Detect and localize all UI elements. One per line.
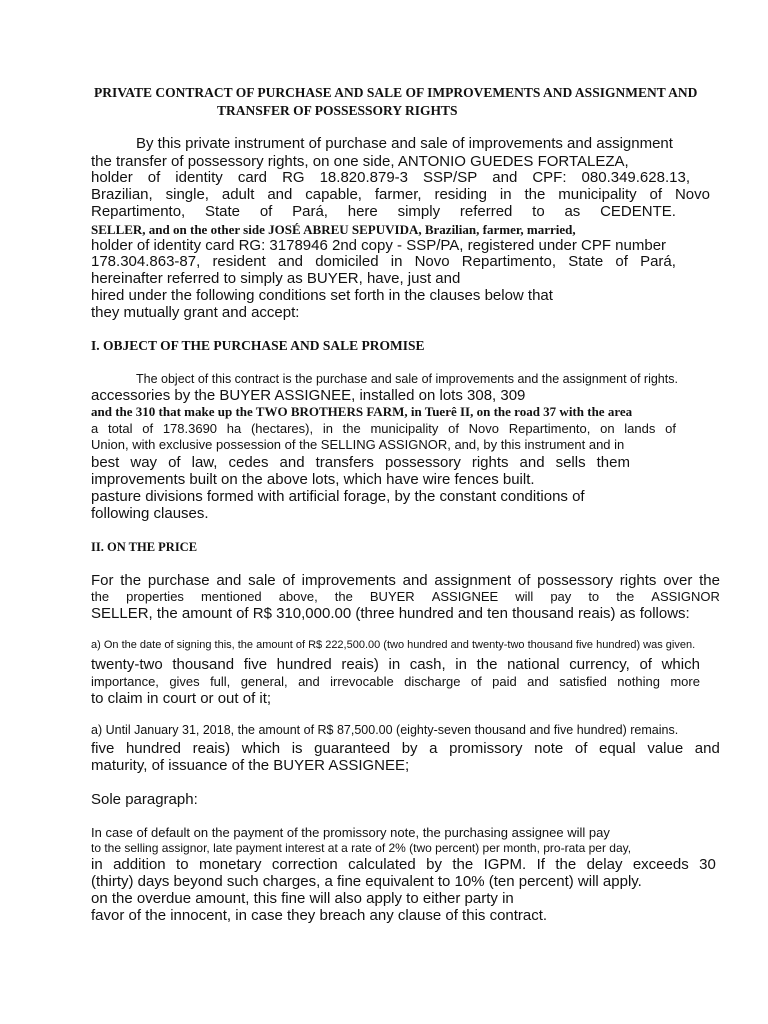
word: Pará, (292, 203, 328, 220)
word: irrevocable (330, 674, 394, 689)
word: delay (586, 856, 623, 873)
word: cedes (228, 454, 269, 471)
word: farmer, (374, 186, 422, 203)
word: and (694, 740, 720, 757)
word: satisfied (559, 674, 607, 689)
word: State (205, 203, 241, 220)
word: holder (91, 169, 133, 186)
word: which (661, 656, 700, 673)
word: calculated (348, 856, 416, 873)
word: law, (191, 454, 218, 471)
word: of (574, 740, 588, 757)
sole-paragraph-line-6: favor of the innocent, in case they breach any clause of this contract. (91, 907, 548, 924)
word: of (649, 186, 663, 203)
word: (hectares), (250, 421, 314, 436)
word: thousand (172, 656, 235, 673)
word: by (426, 856, 442, 873)
section-2-line-2 (91, 588, 720, 605)
word: Novo (414, 253, 450, 270)
word: 178.304.863-87, (91, 253, 201, 270)
word: possessory (537, 572, 613, 589)
word: and (216, 572, 242, 589)
word: addition (113, 856, 166, 873)
word: properties (126, 589, 184, 604)
intro-line-2: the transfer of possessory rights, on one side, ANTONIO GUEDES FORTALEZA, (91, 153, 629, 170)
word: hundred (125, 740, 182, 757)
intro-line-11: they mutually grant and accept: (91, 304, 300, 321)
word: reais) (341, 656, 379, 673)
word: nothing (617, 674, 660, 689)
sole-paragraph-line-1: In case of default on the payment of the promissory note, the purchasing assignee will pay (91, 825, 610, 840)
item-a-second-line-1: a) Until January 31, 2018, the amount of R$ 87,500.00 (eighty-seven thousand and five hundred) remains. (91, 723, 679, 737)
word: exceeds (632, 856, 689, 873)
word: rights (471, 454, 509, 471)
word: the (334, 589, 353, 604)
word: hundred (276, 656, 332, 673)
word: resident (212, 253, 266, 270)
word: adult (221, 186, 255, 203)
intro-line-8 (91, 253, 676, 270)
word: the (616, 589, 635, 604)
word: above, (278, 589, 318, 604)
word: of (665, 421, 676, 436)
word: For (91, 572, 114, 589)
section-1-line-5: Union, with exclusive possession of the SELLING ASSIGNOR, and, by this instrument and in (91, 437, 625, 452)
sole-paragraph-line-5: on the overdue amount, this fine will also apply to either party in (91, 890, 514, 907)
word: of (259, 203, 273, 220)
word: over (663, 572, 693, 589)
word: identity (175, 169, 223, 186)
word: purchase (147, 572, 210, 589)
word: in (499, 186, 512, 203)
word: RG (282, 169, 305, 186)
word: national (507, 656, 560, 673)
section-1-line-3: and the 310 that make up the TWO BROTHERS FARM, in Tuerê II, on the road 37 with the area (91, 404, 633, 419)
word: of (142, 421, 154, 436)
word: full, (210, 674, 231, 689)
word: the (555, 856, 577, 873)
word: the (342, 421, 361, 436)
section-2-line-3: SELLER, the amount of R$ 310,000.00 (three hundred and ten thousand reais) as follows: (91, 605, 690, 622)
word: of (517, 572, 531, 589)
word: five (91, 740, 115, 757)
word: domiciled (315, 253, 379, 270)
word: the (524, 186, 546, 203)
word: If (536, 856, 545, 873)
word: IGPM. (483, 856, 527, 873)
word: by (401, 740, 418, 757)
word: ASSIGNEE (431, 589, 499, 604)
word: and (519, 454, 545, 471)
intro-line-10: hired under the following conditions set forth in the clauses below that (91, 287, 553, 304)
section-1-line-1: The object of this contract is the purchase and sale of improvements and the assignment of rights. (136, 372, 678, 386)
word: twenty-two (91, 656, 163, 673)
word: Novo (674, 186, 710, 203)
word: the (120, 572, 142, 589)
word: transfers (315, 454, 374, 471)
word: general, (240, 674, 288, 689)
section-1-line-8: pasture divisions formed with artificial forage, by the constant conditions of (91, 488, 585, 505)
word: ha (226, 421, 242, 436)
word: possessory (384, 454, 461, 471)
item-a-second-line-3: maturity, of issuance of the BUYER ASSIGNEE; (91, 757, 410, 774)
word: 178.3690 (162, 421, 218, 436)
contract-title-line-2: TRANSFER OF POSSESSORY RIGHTS (217, 103, 458, 118)
word: capable, (305, 186, 362, 203)
word: as (564, 203, 581, 220)
intro-line-7: holder of identity card RG: 3178946 2nd copy - SSP/PA, registered under CPF number (91, 237, 667, 254)
word: a (91, 421, 99, 436)
word: of (147, 169, 161, 186)
word: the (476, 656, 498, 673)
section-1-line-7: improvements built on the above lots, which have wire fences built. (91, 471, 535, 488)
sole-paragraph-line-2: to the selling assignor, late payment interest at a rate of 2% (two percent) per month, pro-rata per day, (91, 841, 632, 855)
word: CEDENTE. (600, 203, 676, 220)
word: Brazilian, (91, 186, 153, 203)
word: correction (271, 856, 338, 873)
word: BUYER (369, 589, 415, 604)
word: here (347, 203, 378, 220)
section-2-heading: II. ON THE PRICE (91, 540, 198, 554)
word: single, (165, 186, 209, 203)
word: CPF: (532, 169, 567, 186)
word: to (176, 856, 189, 873)
word: the (699, 572, 720, 589)
word: simply (397, 203, 441, 220)
section-2-line-1 (91, 572, 720, 589)
word: and (527, 674, 549, 689)
word: referred (459, 203, 513, 220)
word: currency, (569, 656, 630, 673)
item-a-first-line-1: a) On the date of signing this, the amount of R$ 222,500.00 (two hundred and twenty-two thousand five hundred) was given. (91, 639, 696, 651)
word: will (515, 589, 534, 604)
word: of (615, 253, 628, 270)
word: total (107, 421, 133, 436)
item-a-first-line-2 (91, 656, 700, 673)
item-a-second-line-2 (91, 740, 720, 757)
intro-line-4 (91, 186, 710, 203)
word: discharge (404, 674, 461, 689)
word: the (452, 856, 474, 873)
word: gives (169, 674, 200, 689)
word: five (243, 656, 268, 673)
word: lands (624, 421, 656, 436)
word: sells (555, 454, 586, 471)
word: and (492, 169, 518, 186)
word: and (277, 253, 304, 270)
word: card (237, 169, 268, 186)
intro-line-1: By this private instrument of purchase and sale of improvements and assignment (136, 135, 673, 152)
word: reais) (192, 740, 231, 757)
word: of (168, 454, 181, 471)
word: 080.349.628.13, (581, 169, 690, 186)
contract-title-line-1: PRIVATE CONTRACT OF PURCHASE AND SALE OF IMPROVEMENTS AND ASSIGNMENT AND (94, 85, 698, 100)
word: residing (434, 186, 487, 203)
word: of (639, 656, 652, 673)
word: and (298, 674, 320, 689)
word: guaranteed (314, 740, 391, 757)
word: pay (550, 589, 572, 604)
word: the (91, 589, 110, 604)
word: them (596, 454, 630, 471)
word: best (91, 454, 120, 471)
word: which (241, 740, 281, 757)
word: a (429, 740, 438, 757)
word: Repartimento, (461, 253, 557, 270)
word: Repartimento, (508, 421, 591, 436)
item-a-first-line-4: to claim in court or out of it; (91, 690, 272, 707)
word: note (534, 740, 564, 757)
word: 18.820.879-3 (319, 169, 409, 186)
word: sale (248, 572, 276, 589)
word: in (388, 656, 401, 673)
word: rights (619, 572, 657, 589)
word: cash, (409, 656, 446, 673)
word: Repartimento, (91, 203, 186, 220)
word: in (455, 656, 467, 673)
section-1-line-9: following clauses. (91, 505, 209, 522)
word: to (532, 203, 545, 220)
word: of (448, 421, 459, 436)
word: mentioned (200, 589, 262, 604)
word: improvements (301, 572, 396, 589)
section-1-line-6 (91, 454, 630, 471)
word: equal (599, 740, 636, 757)
word: is (291, 740, 303, 757)
word: and (402, 572, 428, 589)
word: to (588, 589, 600, 604)
word: assignment (434, 572, 512, 589)
word: Pará, (640, 253, 676, 270)
section-1-heading: I. OBJECT OF THE PURCHASE AND SALE PROMISE (91, 338, 425, 353)
word: SSP/SP (423, 169, 478, 186)
word: in (390, 253, 403, 270)
word: municipality (370, 421, 439, 436)
word: State (568, 253, 604, 270)
intro-line-9: hereinafter referred to simply as BUYER, have, just and (91, 270, 461, 287)
word: in (91, 856, 103, 873)
word: promissory (449, 740, 523, 757)
word: value (647, 740, 684, 757)
word: more (670, 674, 700, 689)
intro-line-5 (91, 203, 676, 220)
item-a-first-line-3 (91, 673, 700, 690)
intro-line-6: SELLER, and on the other side JOSÉ ABREU SEPUVIDA, Brazilian, farmer, married, (91, 222, 576, 237)
sole-paragraph-line-3 (91, 856, 716, 873)
sole-paragraph-label: Sole paragraph: (91, 791, 198, 808)
word: of (470, 674, 482, 689)
word: importance, (91, 674, 159, 689)
word: of (282, 572, 295, 589)
intro-line-3 (91, 169, 690, 186)
sole-paragraph-line-4: (thirty) days beyond such charges, a fine equivalent to 10% (ten percent) will apply. (91, 873, 642, 890)
word: way (130, 454, 158, 471)
word: municipality (558, 186, 637, 203)
word: ASSIGNOR (651, 589, 720, 604)
word: 30 (699, 856, 716, 873)
section-1-line-2: accessories by the BUYER ASSIGNEE, installed on lots 308, 309 (91, 387, 526, 404)
word: monetary (198, 856, 262, 873)
word: Novo (468, 421, 500, 436)
word: and (279, 454, 305, 471)
word: paid (492, 674, 517, 689)
section-1-line-4 (91, 420, 676, 437)
word: on (600, 421, 615, 436)
word: and (267, 186, 293, 203)
word: in (322, 421, 333, 436)
